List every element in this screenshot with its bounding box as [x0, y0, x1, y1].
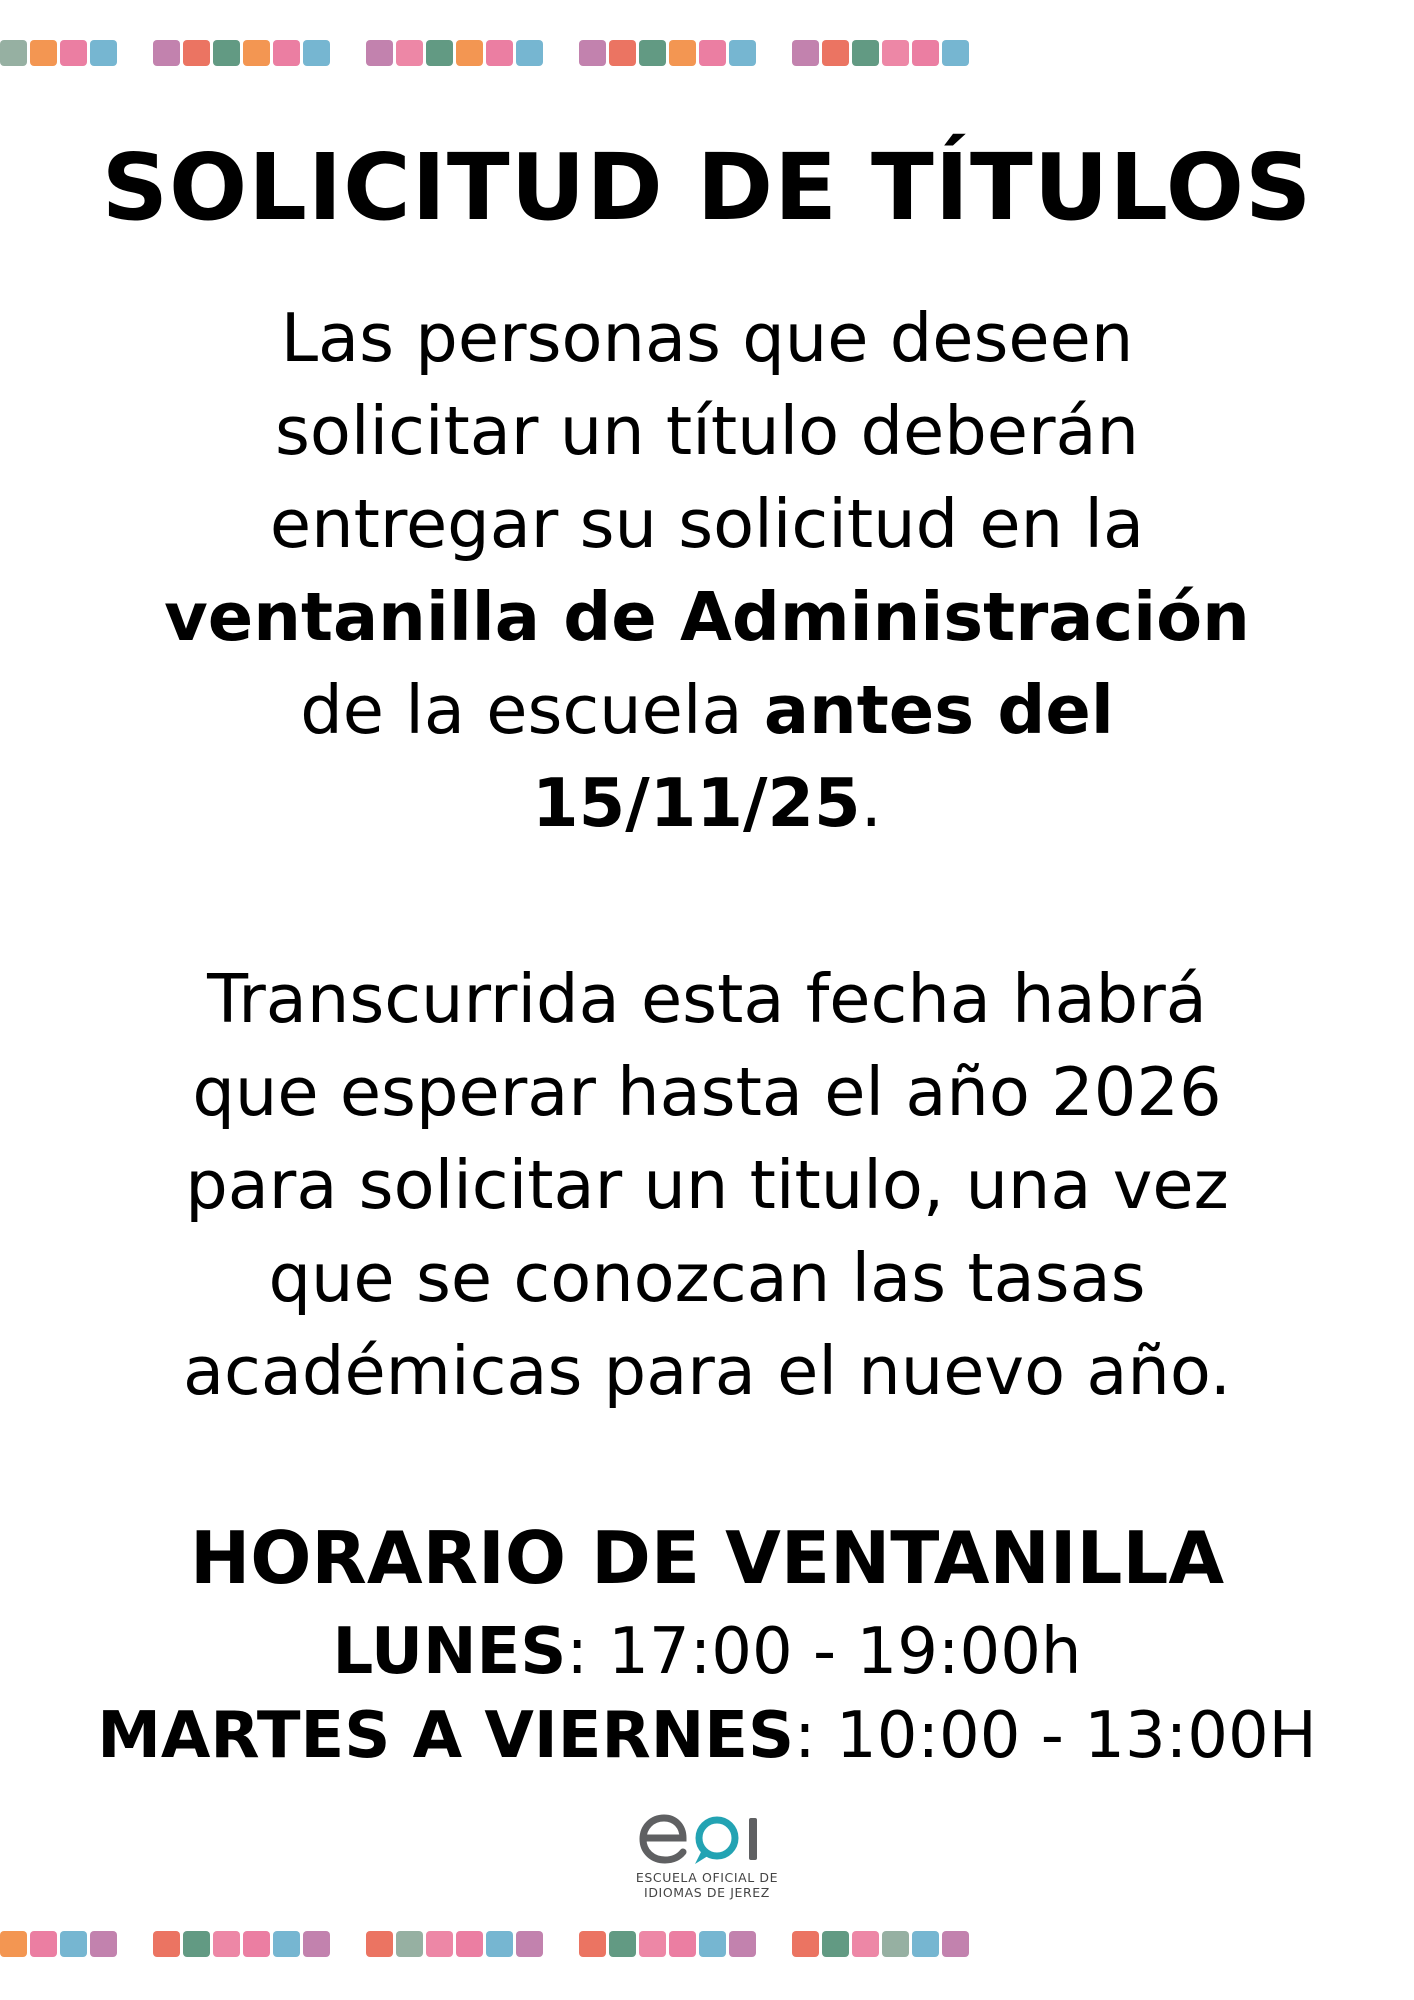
bottom-decorative-border [0, 1927, 1414, 1961]
border-tile [912, 1931, 939, 1957]
border-tile [516, 40, 543, 66]
border-tile [60, 1931, 87, 1957]
border-tile [303, 40, 330, 66]
border-gap [759, 40, 792, 66]
intro-line-2: solicitar un título deberán [274, 392, 1140, 470]
border-tile [486, 40, 513, 66]
border-tile [30, 40, 57, 66]
border-tile [882, 1931, 909, 1957]
border-tile [213, 40, 240, 66]
notice-line-3: para solicitar un titulo, una vez [185, 1146, 1229, 1224]
schedule-heading: HORARIO DE VENTANILLA [189, 1516, 1225, 1600]
schedule-monday-label: LUNES [332, 1615, 567, 1689]
border-tile [303, 1931, 330, 1957]
logo-caption-line-1: ESCUELA OFICIAL DE [635, 1870, 779, 1885]
schedule-weekday-label: MARTES A VIERNES [97, 1699, 795, 1773]
border-tile [822, 1931, 849, 1957]
border-tile [639, 1931, 666, 1957]
border-tile [639, 40, 666, 66]
intro-line-6 [100, 757, 1314, 850]
page-title: SOLICITUD DE TÍTULOS [101, 134, 1313, 241]
border-tile [486, 1931, 513, 1957]
border-tile [699, 1931, 726, 1957]
border-gap [546, 1931, 579, 1957]
top-decorative-border [0, 36, 1414, 70]
intro-line-3: entregar su solicitud en la [269, 485, 1145, 563]
border-tile [396, 40, 423, 66]
border-tile [213, 1931, 240, 1957]
logo-caption-line-2: IDIOMAS DE JEREZ [644, 1885, 770, 1900]
intro-line-5 [100, 664, 1314, 757]
border-tile [60, 40, 87, 66]
schedule-weekday-hours: : 10:00 - 13:00H [794, 1699, 1317, 1773]
schedule-monday-hours: : 17:00 - 19:00h [566, 1615, 1082, 1689]
border-tile [90, 40, 117, 66]
border-tile [852, 1931, 879, 1957]
border-tile [273, 1931, 300, 1957]
border-tile [366, 40, 393, 66]
schedule-tuesday-friday [0, 1694, 1414, 1778]
border-tile [792, 40, 819, 66]
notice-line-5: académicas para el nuevo año. [182, 1332, 1232, 1410]
admin-window-emphasis: ventanilla de Administración [164, 578, 1250, 656]
border-tile [516, 1931, 543, 1957]
border-tile [729, 1931, 756, 1957]
border-tile [669, 1931, 696, 1957]
intro-line-1: Las personas que deseen [280, 299, 1134, 377]
border-tile [456, 1931, 483, 1957]
intro-line-4 [100, 571, 1314, 664]
border-tile [426, 1931, 453, 1957]
border-tile [942, 1931, 969, 1957]
border-tile [792, 1931, 819, 1957]
border-tile [183, 40, 210, 66]
eoi-logo-mark [637, 1808, 777, 1866]
school-logo [0, 1808, 1414, 1900]
border-tile [852, 40, 879, 66]
border-gap [333, 40, 366, 66]
border-tile [456, 40, 483, 66]
border-tile [30, 1931, 57, 1957]
border-gap [972, 40, 1005, 66]
border-tile [669, 40, 696, 66]
border-tile [882, 40, 909, 66]
border-tile [0, 1931, 27, 1957]
border-tile [0, 40, 27, 66]
border-tile [426, 40, 453, 66]
border-gap [546, 40, 579, 66]
deadline-date: 15/11/25 [532, 764, 861, 842]
border-gap [759, 1931, 792, 1957]
border-tile [579, 40, 606, 66]
border-gap [333, 1931, 366, 1957]
border-tile [366, 1931, 393, 1957]
border-tile [609, 1931, 636, 1957]
notice-line-2: que esperar hasta el año 2026 [192, 1053, 1222, 1131]
intro-line-6-period: . [860, 764, 882, 842]
border-tile [273, 40, 300, 66]
border-tile [243, 1931, 270, 1957]
border-tile [153, 1931, 180, 1957]
border-tile [729, 40, 756, 66]
border-tile [243, 40, 270, 66]
border-tile [699, 40, 726, 66]
border-gap [120, 40, 153, 66]
notice-line-4: que se conozcan las tasas [268, 1239, 1146, 1317]
border-tile [153, 40, 180, 66]
intro-paragraph [100, 292, 1314, 850]
border-tile [90, 1931, 117, 1957]
border-tile [396, 1931, 423, 1957]
intro-line-5-text: de la escuela [300, 671, 764, 749]
deadline-prefix-emphasis: antes del [763, 671, 1114, 749]
border-gap [120, 1931, 153, 1957]
border-tile [912, 40, 939, 66]
schedule-monday [0, 1610, 1414, 1694]
border-tile [579, 1931, 606, 1957]
border-tile [609, 40, 636, 66]
border-tile [942, 40, 969, 66]
border-tile [822, 40, 849, 66]
border-tile [183, 1931, 210, 1957]
border-gap [972, 1931, 1005, 1957]
notice-line-1: Transcurrida esta fecha habrá [207, 960, 1207, 1038]
notice-paragraph [100, 953, 1314, 1418]
